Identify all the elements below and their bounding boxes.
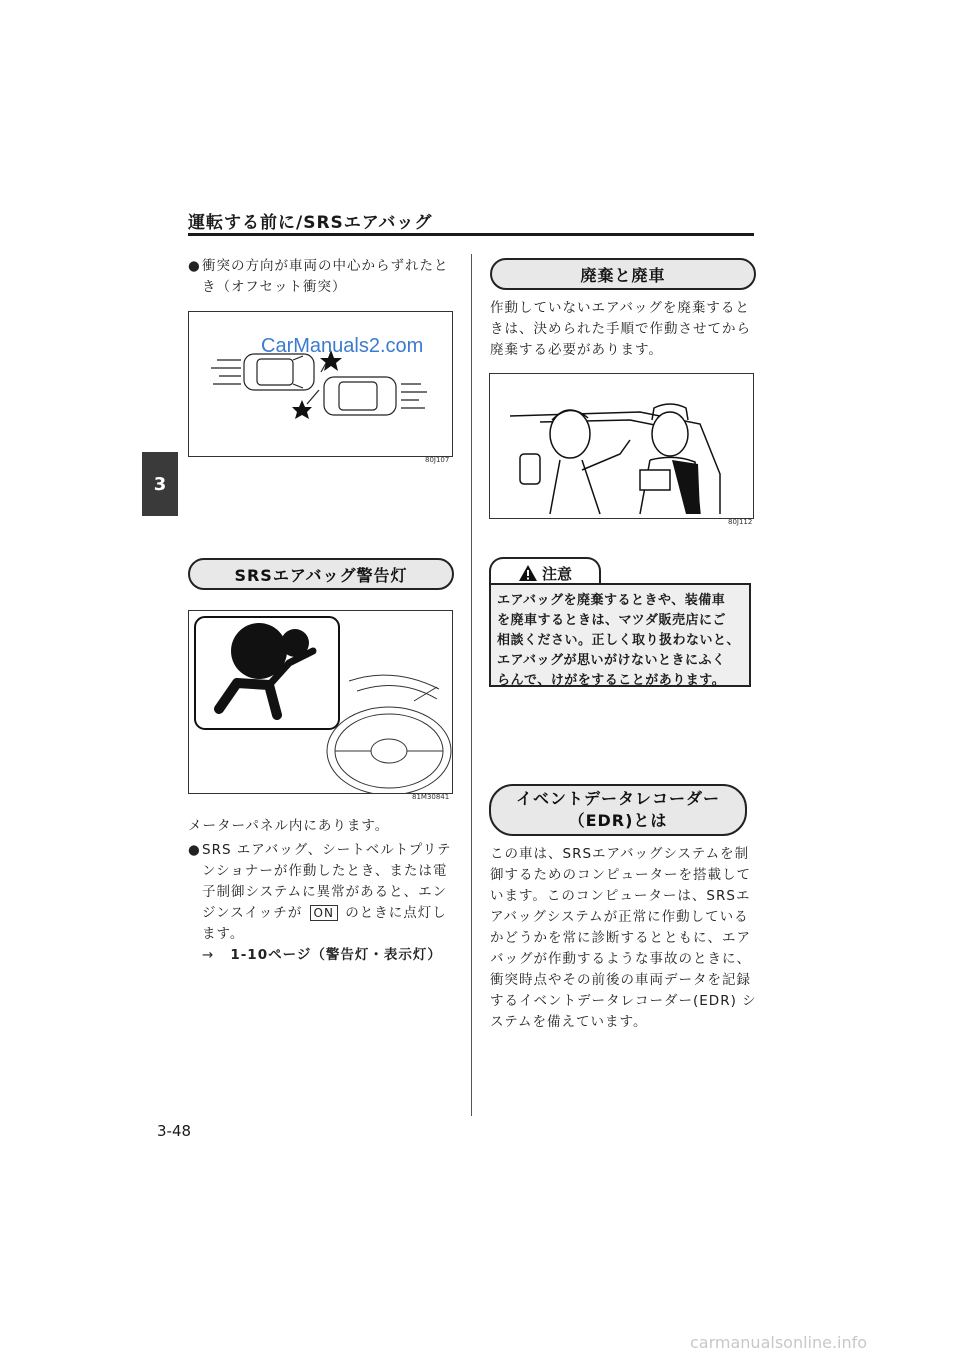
edr-heading: イベントデータレコーダー （EDR)とは [489,784,747,836]
disposal-text: 作動していないエアバッグを廃棄すると きは、決められた手順で作動させてから 廃棄する必要があります。 [490,300,751,358]
page-number: 3-48 [157,1122,192,1140]
bullet-icon: ● [188,258,201,274]
site-watermark: carmanualsonline.info [690,1333,868,1352]
edr-text: この車は、SRSエアバッグシステムを制 御するためのコンピューターを搭載して います。このコンピューターは、SRSエ アバッグシステムが正常に作動している かどうかを常に診断するとともに、エア バッグが作動するような事故のときに、 衝突時点やその前後の車両データを記録 するイベントデータレコーダー(EDR) シ ステムを備えています。 [490,846,757,1030]
on-key-label: ON [310,905,338,921]
airbag-warning-icon [189,611,452,793]
mechanic-illustration [490,374,753,518]
srs-lamp-bullet: ● SRS エアバッグ、シートベルトプリテ ンショナーが作動したとき、または電 子制御システムに異常があると、エン ジンスイッチが ON のときに点灯し ます。 → 1-10ページ（警告灯・表示灯） [188,840,458,966]
warning-lamp-heading: SRSエアバッグ警告灯 [188,558,454,590]
page-reference-link[interactable]: → 1-10ページ（警告灯・表示灯） [202,947,442,963]
disposal-heading: 廃棄と廃車 [490,258,756,290]
collision-illustration [189,312,452,456]
chapter-tab[interactable]: 3 [142,452,178,516]
warning-lamp-figure [188,610,453,794]
caution-label: 注意 [541,564,572,583]
watermark-text: CarManuals2.com [261,335,424,357]
figure-code: 80J112 [728,518,753,526]
figure-code: 81M30841 [412,793,450,801]
column-divider [471,254,472,1116]
offset-collision-figure [188,311,453,457]
page-header-title: 運転する前に/SRSエアバッグ [188,213,433,233]
offset-bullet: ● 衝突の方向が車両の中心からずれたと き（オフセット衝突） [188,258,449,295]
figure-code: 80J107 [425,456,450,464]
warning-triangle-icon [518,564,538,582]
meter-location-text: メーターパネル内にあります。 [188,818,390,834]
caution-box: エアバッグを廃棄するときや、装備車 を廃車するときは、マツダ販売店にご 相談ください。正しく取り扱わないと、 エアバッグが思いがけないときにふく らんで、けがをすることがあります。 [489,583,751,687]
header-rule [188,233,754,236]
disposal-figure [489,373,754,519]
bullet-icon: ● [188,842,201,858]
